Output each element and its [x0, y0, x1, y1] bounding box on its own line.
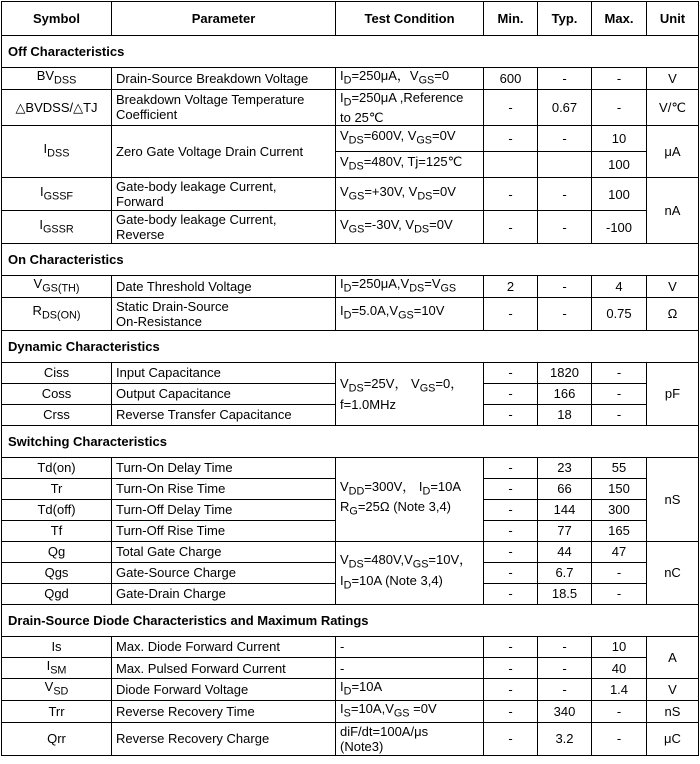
- min-cell: -: [484, 89, 538, 126]
- max-cell: 10: [592, 126, 647, 152]
- typ-cell: 340: [538, 700, 592, 722]
- max-cell: 150: [592, 478, 647, 499]
- typ-cell: -: [538, 297, 592, 330]
- condition-cell: $V_{GS}=-30V$, $V_{DS}=0V$: [336, 211, 484, 244]
- parameter-cell: Input Capacitance: [112, 362, 336, 383]
- table-row: [2, 178, 699, 211]
- typ-cell: 18.5: [538, 583, 592, 604]
- parameter-cell: Gate-Drain Charge: [112, 583, 336, 604]
- section-switching: Switching Characteristics: [2, 425, 699, 457]
- parameter-cell: Output Capacitance: [112, 383, 336, 404]
- min-cell: -: [484, 520, 538, 541]
- min-cell: -: [484, 657, 538, 679]
- parameter-cell: Static Drain-Source On-Resistance: [112, 297, 336, 330]
- unit-cell: V: [647, 276, 699, 298]
- typ-cell: 44: [538, 541, 592, 562]
- parameter-cell: Reverse Recovery Charge: [112, 722, 336, 755]
- min-cell: -: [484, 178, 538, 211]
- condition-cell: -: [336, 657, 484, 679]
- parameter-cell: Date Threshold Voltage: [112, 276, 336, 298]
- table-row: [2, 679, 699, 701]
- symbol-cell: Coss: [2, 383, 112, 404]
- unit-cell: μC: [647, 722, 699, 755]
- table-row: [2, 89, 699, 126]
- header-symbol: Symbol: [2, 2, 112, 36]
- typ-cell: -: [538, 276, 592, 298]
- condition-cell: $V_{DS}=480V,V_{GS}=10V$， $I_D=10A$ (Note 3,4): [336, 541, 484, 604]
- typ-cell: 3.2: [538, 722, 592, 755]
- symbol-cell: Qgd: [2, 583, 112, 604]
- table-row: [2, 211, 699, 244]
- spec-table: [1, 1, 699, 756]
- unit-cell: nA: [647, 178, 699, 244]
- parameter-cell: Reverse Recovery Time: [112, 700, 336, 722]
- symbol-cell: $I_{SM}$: [2, 657, 112, 679]
- unit-cell: nS: [647, 700, 699, 722]
- parameter-cell: Total Gate Charge: [112, 541, 336, 562]
- parameter-cell: Zero Gate Voltage Drain Current: [112, 126, 336, 178]
- parameter-cell: Drain-Source Breakdown Voltage: [112, 68, 336, 90]
- max-cell: 40: [592, 657, 647, 679]
- max-cell: 300: [592, 499, 647, 520]
- symbol-cell: Qgs: [2, 562, 112, 583]
- min-cell: -: [484, 383, 538, 404]
- symbol-cell: $I_{GSSF}$: [2, 178, 112, 211]
- symbol-cell: $BV_{DSS}$: [2, 68, 112, 90]
- parameter-cell: Gate-body leakage Current, Reverse: [112, 211, 336, 244]
- max-cell: -: [592, 562, 647, 583]
- max-cell: -100: [592, 211, 647, 244]
- max-cell: -: [592, 362, 647, 383]
- unit-cell: V/℃: [647, 89, 699, 126]
- condition-cell: $I_D=250\mu A$，$V_{GS}=0$: [336, 68, 484, 90]
- parameter-cell: Turn-On Delay Time: [112, 457, 336, 478]
- header-parameter: Parameter: [112, 2, 336, 36]
- condition-cell: -: [336, 636, 484, 657]
- max-cell: -: [592, 404, 647, 425]
- table-row: [2, 657, 699, 679]
- max-cell: -: [592, 700, 647, 722]
- table-row: [2, 700, 699, 722]
- unit-cell: nC: [647, 541, 699, 604]
- symbol-cell: Td(on): [2, 457, 112, 478]
- max-cell: -: [592, 583, 647, 604]
- typ-cell: 66: [538, 478, 592, 499]
- max-cell: -: [592, 383, 647, 404]
- condition-cell: $V_{DS}=25V$， $V_{GS}=0$， f=1.0MHz: [336, 362, 484, 425]
- min-cell: -: [484, 679, 538, 701]
- symbol-cell: Tf: [2, 520, 112, 541]
- min-cell: -: [484, 404, 538, 425]
- table-row: [2, 68, 699, 90]
- condition-cell: $I_D=250\mu A,V_{DS}=V_{GS}$: [336, 276, 484, 298]
- typ-cell: -: [538, 126, 592, 152]
- max-cell: 165: [592, 520, 647, 541]
- min-cell: -: [484, 541, 538, 562]
- header-min: Min.: [484, 2, 538, 36]
- typ-cell: 6.7: [538, 562, 592, 583]
- section-diode: Drain-Source Diode Characteristics and Maximum Ratings: [2, 604, 699, 636]
- typ-cell: 0.67: [538, 89, 592, 126]
- header-max: Max.: [592, 2, 647, 36]
- typ-cell: -: [538, 636, 592, 657]
- symbol-cell: △BVDSS/△TJ: [2, 89, 112, 126]
- table-row: [2, 457, 699, 478]
- symbol-cell: Trr: [2, 700, 112, 722]
- typ-cell: 166: [538, 383, 592, 404]
- condition-cell: $V_{GS}=+30V$, $V_{DS}=0V$: [336, 178, 484, 211]
- unit-cell: A: [647, 636, 699, 679]
- max-cell: 100: [592, 178, 647, 211]
- min-cell: [484, 152, 538, 178]
- section-off: Off Characteristics: [2, 36, 699, 68]
- typ-cell: -: [538, 68, 592, 90]
- symbol-cell: Tr: [2, 478, 112, 499]
- table-row: [2, 722, 699, 755]
- typ-cell: -: [538, 178, 592, 211]
- unit-cell: V: [647, 68, 699, 90]
- symbol-cell: Qrr: [2, 722, 112, 755]
- symbol-cell: $V_{GS(TH)}$: [2, 276, 112, 298]
- header-typ: Typ.: [538, 2, 592, 36]
- condition-cell: $I_D=250\mu A$ ,Reference to 25℃: [336, 89, 484, 126]
- condition-cell: $I_D=5.0A,V_{GS}=10V$: [336, 297, 484, 330]
- typ-cell: -: [538, 657, 592, 679]
- parameter-cell: Turn-Off Rise Time: [112, 520, 336, 541]
- min-cell: -: [484, 722, 538, 755]
- unit-cell: pF: [647, 362, 699, 425]
- min-cell: -: [484, 636, 538, 657]
- max-cell: -: [592, 68, 647, 90]
- typ-cell: 23: [538, 457, 592, 478]
- min-cell: -: [484, 583, 538, 604]
- table-row: [2, 636, 699, 657]
- table-row: [2, 276, 699, 298]
- typ-cell: 18: [538, 404, 592, 425]
- parameter-cell: Gate-body leakage Current, Forward: [112, 178, 336, 211]
- min-cell: -: [484, 362, 538, 383]
- max-cell: 55: [592, 457, 647, 478]
- table-row: [2, 541, 699, 562]
- typ-cell: 77: [538, 520, 592, 541]
- max-cell: 100: [592, 152, 647, 178]
- unit-cell: μA: [647, 126, 699, 178]
- min-cell: 600: [484, 68, 538, 90]
- symbol-cell: $I_{GSSR}$: [2, 211, 112, 244]
- header-row: [2, 2, 699, 36]
- max-cell: 47: [592, 541, 647, 562]
- min-cell: -: [484, 700, 538, 722]
- table-row: [2, 297, 699, 330]
- symbol-cell: Qg: [2, 541, 112, 562]
- min-cell: -: [484, 457, 538, 478]
- parameter-cell: Turn-Off Delay Time: [112, 499, 336, 520]
- symbol-cell: Crss: [2, 404, 112, 425]
- min-cell: -: [484, 478, 538, 499]
- typ-cell: -: [538, 679, 592, 701]
- min-cell: -: [484, 126, 538, 152]
- min-cell: -: [484, 562, 538, 583]
- min-cell: -: [484, 499, 538, 520]
- typ-cell: [538, 152, 592, 178]
- symbol-cell: Is: [2, 636, 112, 657]
- condition-cell: $V_{DS}=600V$, $V_{GS}=0V$: [336, 126, 484, 152]
- unit-cell: Ω: [647, 297, 699, 330]
- header-test-condition: Test Condition: [336, 2, 484, 36]
- symbol-cell: $V_{SD}$: [2, 679, 112, 701]
- min-cell: -: [484, 297, 538, 330]
- symbol-cell: Ciss: [2, 362, 112, 383]
- min-cell: -: [484, 211, 538, 244]
- typ-cell: -: [538, 211, 592, 244]
- condition-cell: $I_D=10A$: [336, 679, 484, 701]
- parameter-cell: Reverse Transfer Capacitance: [112, 404, 336, 425]
- parameter-cell: Diode Forward Voltage: [112, 679, 336, 701]
- parameter-cell: Max. Pulsed Forward Current: [112, 657, 336, 679]
- max-cell: -: [592, 722, 647, 755]
- section-dynamic: Dynamic Characteristics: [2, 330, 699, 362]
- symbol-cell: $R_{DS(ON)}$: [2, 297, 112, 330]
- max-cell: -: [592, 89, 647, 126]
- unit-cell: nS: [647, 457, 699, 541]
- symbol-cell: $I_{DSS}$: [2, 126, 112, 178]
- parameter-cell: Breakdown Voltage Temperature Coefficient: [112, 89, 336, 126]
- table-row: [2, 362, 699, 383]
- condition-cell: $I_S=10A,V_{GS} =0V$: [336, 700, 484, 722]
- parameter-cell: Max. Diode Forward Current: [112, 636, 336, 657]
- unit-cell: V: [647, 679, 699, 701]
- condition-cell: $V_{DS}=480V$, Tj=125℃: [336, 152, 484, 178]
- condition-cell: diF/dt=100A/μs (Note3): [336, 722, 484, 755]
- parameter-cell: Turn-On Rise Time: [112, 478, 336, 499]
- min-cell: 2: [484, 276, 538, 298]
- symbol-cell: Td(off): [2, 499, 112, 520]
- parameter-cell: Gate-Source Charge: [112, 562, 336, 583]
- max-cell: 1.4: [592, 679, 647, 701]
- typ-cell: 1820: [538, 362, 592, 383]
- typ-cell: 144: [538, 499, 592, 520]
- section-on: On Characteristics: [2, 244, 699, 276]
- condition-cell: $V_{DD}=300V$， $I_D=10A$ $R_G=25\Omega$ (Note 3,4): [336, 457, 484, 541]
- header-unit: Unit: [647, 2, 699, 36]
- max-cell: 4: [592, 276, 647, 298]
- max-cell: 10: [592, 636, 647, 657]
- table-row: [2, 126, 699, 152]
- max-cell: 0.75: [592, 297, 647, 330]
